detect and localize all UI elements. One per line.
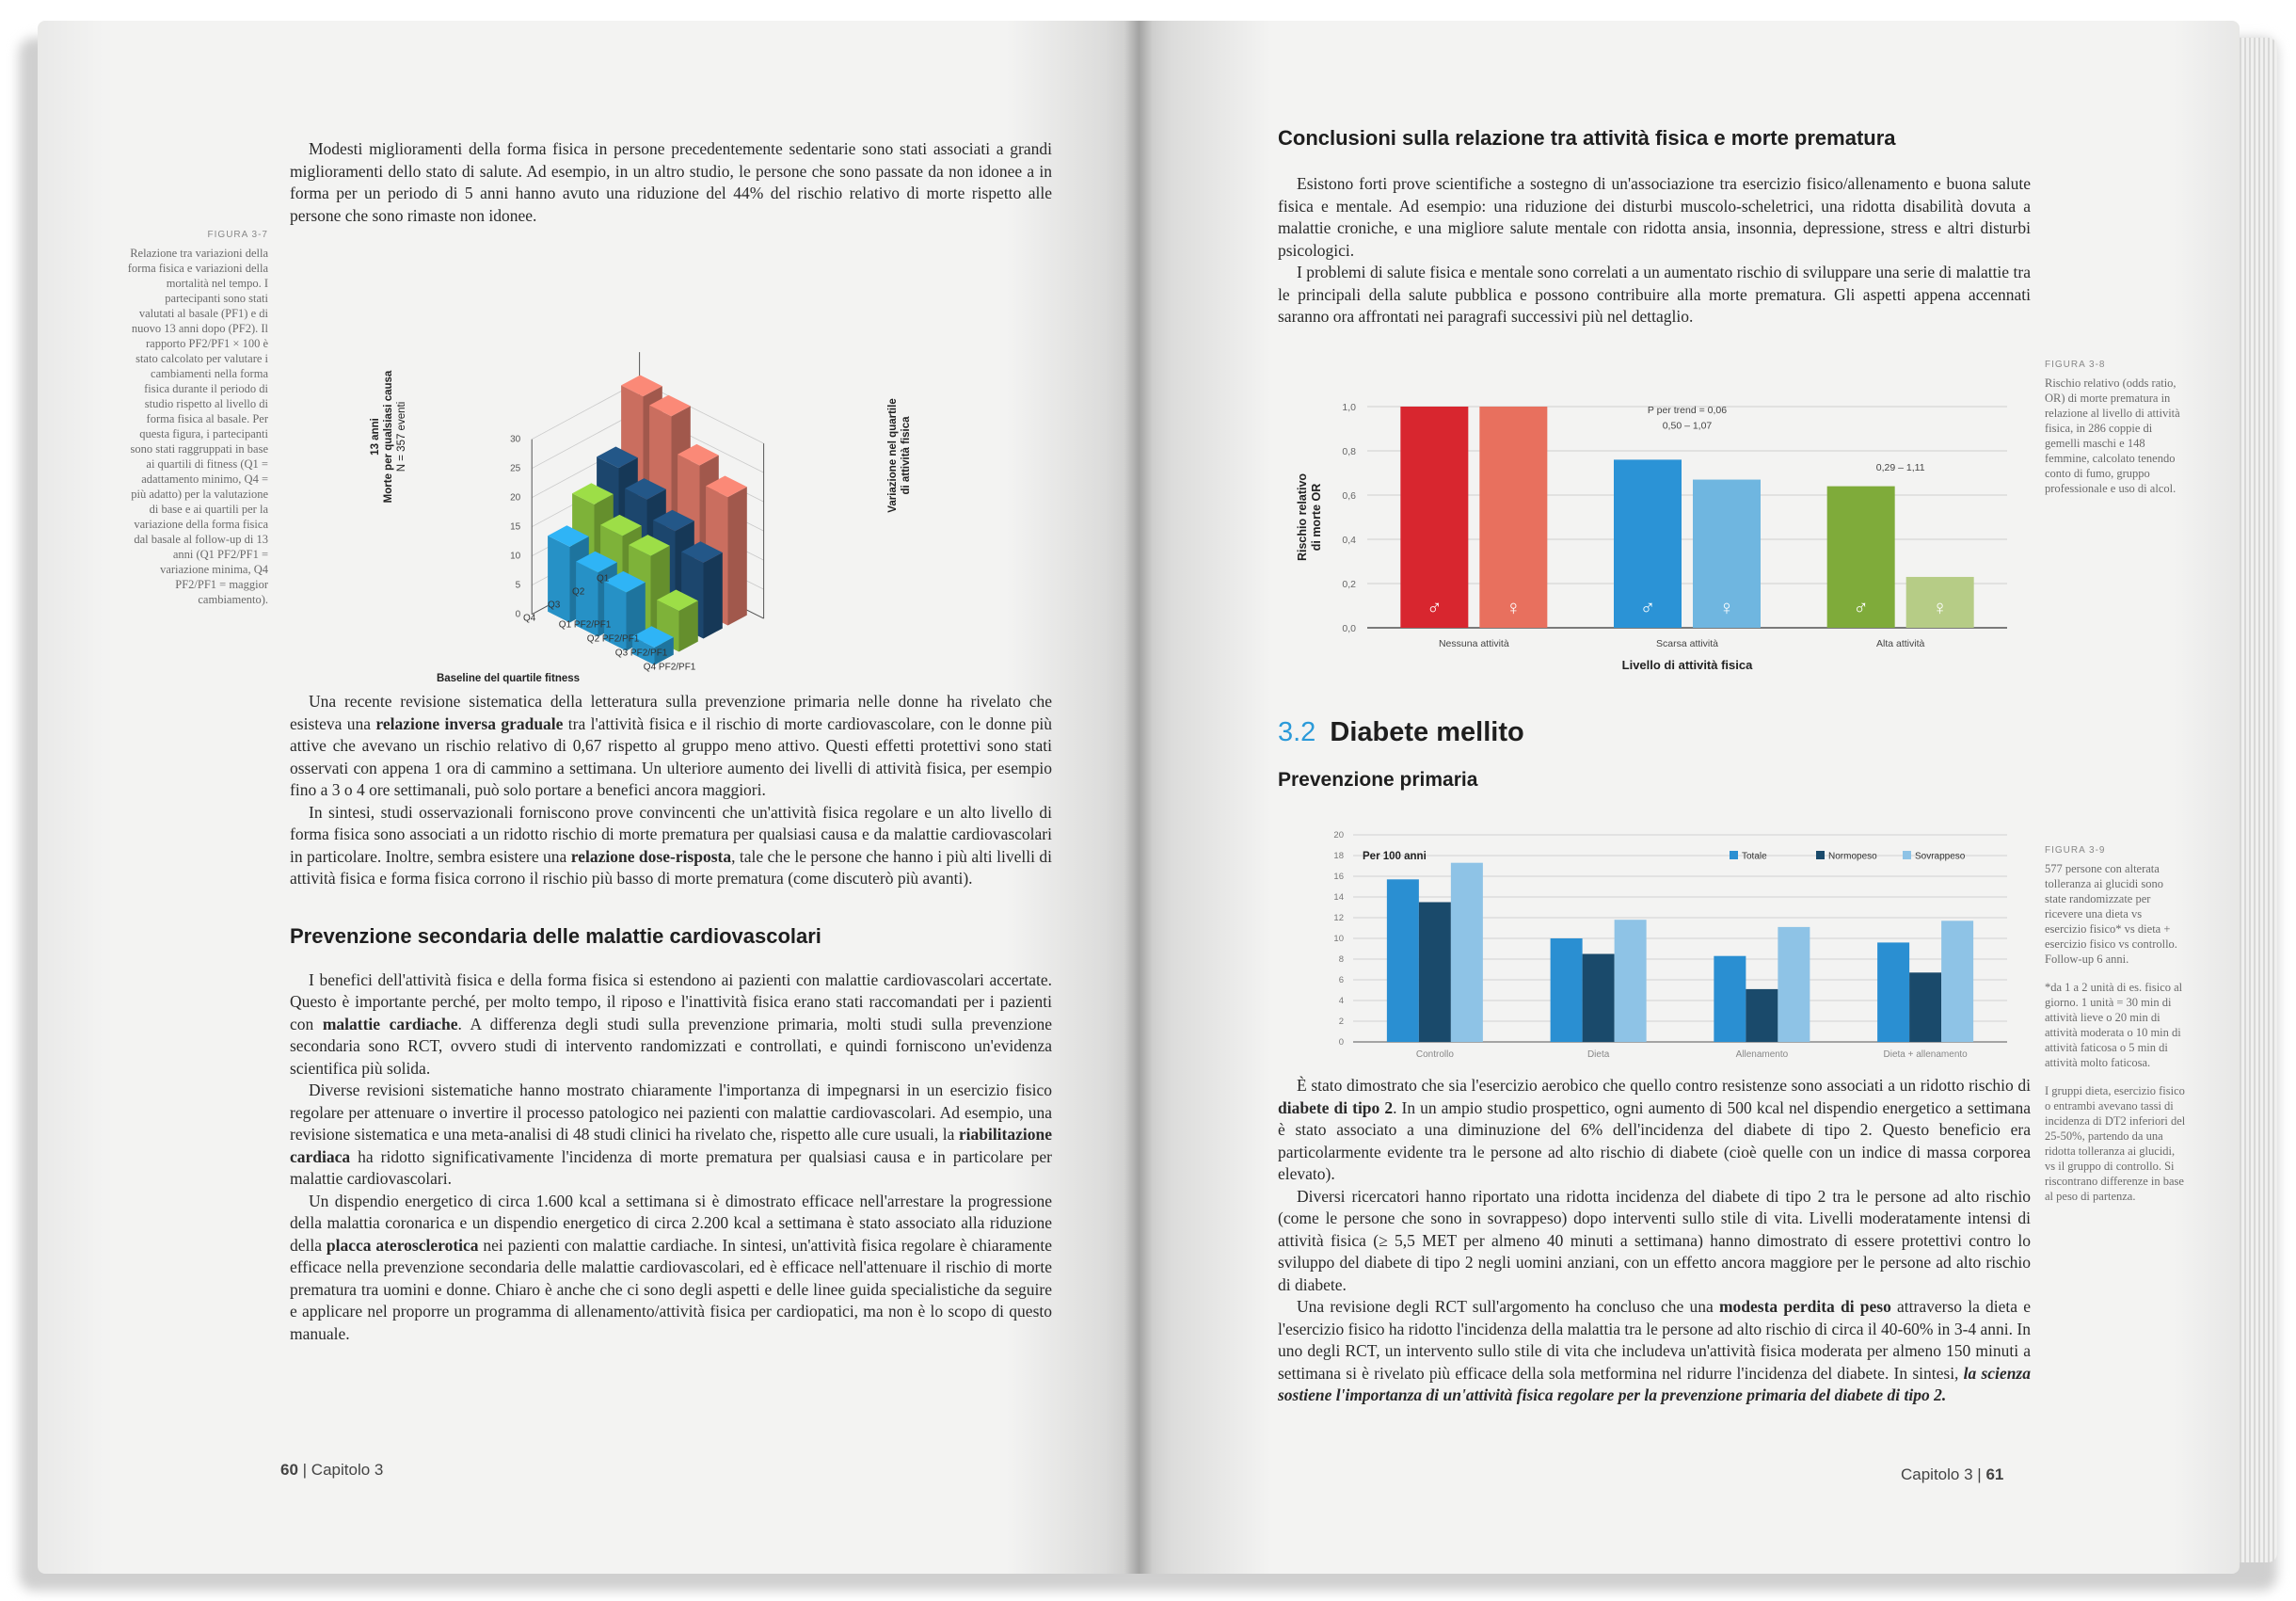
z-tick-label: 0 [515,609,521,620]
change-quartile-label: Q4 PF2/PF1 [643,662,696,673]
y-tick-label: 14 [1333,892,1344,903]
male-icon: ♂ [1853,596,1869,619]
bar [1778,927,1810,1042]
fig39-caption: 577 persone con alterata tolleranza ai glucidi sono state randomizzate per ricevere una dieta vs esercizio fisico* vs dieta + esercizio fisico vs controllo. Follow-up 6 anni. [2045,862,2177,966]
y-tick-label: 0,2 [1342,579,1356,590]
female-icon: ♀ [1718,596,1735,619]
heading-conclusions: Conclusioni sulla relazione tra attività fisica e morte prematura [1278,126,1896,150]
y-axis-title-line: Rischio relativo [1296,472,1309,562]
y-tick-label: 12 [1333,913,1344,923]
fig38-caption-block [2045,360,2186,496]
fig38-caption: Rischio relativo (odds ratio, OR) di morte prematura in relazione al livello di attività fisica, in 286 coppie di gemelli maschi e 148 femmine, calcolato tenendo conto di fumo, gruppo professionale e uso di alcol. [2045,376,2180,495]
y-tick-label: 18 [1333,851,1344,861]
y-tick-label: 0,8 [1342,446,1356,457]
right-footer-chapter: Capitolo 3 [1901,1465,1973,1483]
z-axis-title-line: N = 357 eventi [396,401,407,472]
fig38-chart [1278,383,2031,684]
y-tick-label: 10 [1333,934,1344,944]
left-body [290,691,1052,1345]
left-page-number: 60 [280,1461,298,1479]
x-tick-label: Nessuna attività [1438,638,1509,649]
x-tick-label: Alta attività [1875,638,1925,649]
y-tick-label: 0,6 [1342,490,1356,502]
left-footer-separator: | [297,1461,311,1479]
y-axis-title-line: di morte OR [1310,483,1323,552]
annotation-ci-high: 0,29 – 1,11 [1875,462,1925,474]
bar [1451,863,1483,1042]
fig38-label: FIGURA 3-8 [2045,360,2106,370]
right-page-number: 61 [1985,1465,2004,1483]
right-para-3: È stato dimostrato che sia l'esercizio aerobico che quello contro resistenze sono associati a un ridotto rischio di diabete di tipo 2. In un ampio studio prospettico, ogni aumento di 500 kcal nel dispendio energetico a settimana è stato associato a una diminuzione del 6% dell'incidenza del diabete di tipo 2. Questo beneficio era particolarmente evidente tra le persone ad alto rischio di diabete (cioè quelle con un indice di massa corporea elevato). [1278,1076,2031,1183]
bar [1615,920,1647,1042]
gutter-shadow [1124,21,1153,1574]
fig39-caption-block [2045,845,2186,1204]
change-quartile-label: Q3 PF2/PF1 [614,648,668,659]
heading-secondary-prevention: Prevenzione secondaria delle malattie cardiovascolari [290,923,821,948]
para-3: In sintesi, studi osservazionali forniscono prove convincenti che un'attività fisica regolare e un alto livello di forma fisica sono associati a un ridotto rischio di morte prematura per qualsiasi causa e da malattie cardiovascolari in particolare. Inoltre, sembra esistere una relazione dose-risposta, tale che le persone che hanno i più alti livelli di attività fisica e forma fisica corrono il rischio più basso di morte prematura (come discuterò più avanti). [290,802,1052,888]
y-tick-label: 0,0 [1342,623,1356,634]
y-tick-label: 8 [1338,954,1344,965]
legend-swatch [1730,851,1738,859]
legend-label: Totale [1742,851,1767,862]
legend-swatch [1903,851,1911,859]
x-tick-label: Dieta [1586,1049,1610,1060]
right-para-4: Diversi ricercatori hanno riportato una ridotta incidenza del diabete di tipo 2 tra le persone ad alto rischio (come le persone che sono in sovrappeso) dopo interventi sullo stile di vita. Livelli moderatamente intensi di attività fisica (≥ 5,5 MET per almeno 40 minuti a settimana) hanno dimostrato di essere protettivi contro lo sviluppo del diabete di tipo 2 negli uomini anziani, con un effetto ancora maggiore per le persone ad alto rischio di diabete. [1278,1186,2031,1294]
section-heading [1278,717,1524,748]
fig39-note-1: *da 1 a 2 unità di es. fisico al giorno. 1 unità = 30 min di attività lieve o 20 min di attività moderata o 10 min di attività faticosa o 5 min di attività molto faticosa. [2045,981,2183,1069]
y-tick-label: 0 [1338,1037,1344,1048]
para-5: Diverse revisioni sistematiche hanno mostrato chiaramente l'importanza di impegnarsi in un esercizio fisico regolare per attenuare o invertire il processo patologico nei pazienti con malattie cardiovascolari. Ad esempio, una revisione sistematica e una meta-analisi di 48 studi clinici ha rivelato che, rispetto alle cure usuali, la riabilitazione cardiaca ha ridotto significativamente l'incidenza di morte prematura per qualsiasi causa e in particolare per malattie cardiovascolari. [290,1081,1052,1188]
annotation-ci-mid: 0,50 – 1,07 [1662,420,1713,432]
baseline-quartile-label: Q3 [548,600,561,611]
right-axis-title-line: Variazione nel quartile [887,398,899,513]
y-tick-label: 6 [1338,975,1344,985]
x-tick-label: Allenamento [1735,1049,1789,1060]
x-axis-title: Livello di attività fisica [1621,658,1753,672]
fig37-label: FIGURA 3-7 [207,230,268,240]
y-tick-label: 1,0 [1342,402,1356,413]
subheading-primary-prevention: Prevenzione primaria [1278,769,1478,791]
annotation-trend: P per trend = 0,06 [1647,405,1728,417]
left-footer [280,1461,383,1480]
x-axis-title: Baseline del quartile fitness [436,673,581,684]
y-axis-title [1296,473,1323,561]
right-axis-title-line: di attività fisica [901,416,912,495]
male-icon: ♂ [1427,596,1443,619]
bar [1583,954,1615,1043]
bar [1714,956,1746,1042]
bar [1400,407,1468,628]
right-top-text [1278,173,2031,328]
z-tick-label: 25 [510,463,521,474]
left-page [38,21,1139,1574]
y-tick-label: 4 [1338,996,1344,1006]
female-icon: ♀ [1932,596,1948,619]
z-tick-label: 20 [510,492,521,504]
para-6: Un dispendio energetico di circa 1.600 kcal a settimana si è dimostrato efficace nell'arrestare la progressione della malattia coronarica e un dispendio energetico di circa 2.200 kcal a settimana è stato associato alla riduzione della placca aterosclerotica nei pazienti con malattie cardiache. In sintesi, un'attività fisica regolare è chiaramente efficace nella prevenzione secondaria delle malattie cardiovascolari, ed è efficace nell'attenuare il rischio di morte prematura tra uomini e donne. Chiaro è anche che ci sono degli aspetti e delle linee guida specialistiche da seguire e applicare nel proporre un programma di allenamento/attività fisica per cardiopatici, ma non è lo scopo di questo manuale. [290,1191,1052,1343]
bar-face-right [704,552,723,639]
z-axis-title-line: Morte per qualsiasi causa [383,370,394,504]
bar [1746,989,1778,1042]
page-edges [2240,38,2277,1562]
left-footer-chapter: Capitolo 3 [311,1461,384,1479]
z-tick-label: 5 [515,580,521,591]
z-tick-label: 30 [510,434,521,445]
right-footer-separator: | [1972,1465,1986,1483]
change-quartile-label: Q2 PF2/PF1 [586,633,640,645]
male-icon: ♂ [1639,596,1656,619]
bar [1941,921,1973,1042]
legend-swatch [1816,851,1825,859]
section-number: 3.2 [1278,717,1316,747]
fig37-caption: Relazione tra variazioni della forma fisica e variazioni della mortalità nel tempo. I partecipanti sono stati valutati al basale (PF1) e di nuovo 13 anni dopo (PF2). Il rapporto PF2/PF1 × 100 è stato calcolato per valutare i cambiamenti nella forma fisica durante il periodo di studio rispetto al livello di forma fisica al basale. Per questa figura, i partecipanti sono stati raggruppati in base ai quartili di fitness (Q1 = adattamento minimo, Q4 = più adatto) per la valutazione di base e ai quartili per la variazione della forma fisica dal basale al follow-up di 13 anni (Q1 PF2/PF1 = variazione minima, Q4 PF2/PF1 = maggior cambiamento). [127,247,268,606]
fig39-note-2: I gruppi dieta, esercizio fisico o entrambi avevano tassi di incidenza di DT2 inferiori del 25-50%, partendo da una ridotta tolleranza ai glucidi, vs il gruppo di controllo. Si riscontrano differenze in base al peso di partenza. [2045,1084,2186,1203]
legend-label: Normopeso [1828,851,1877,862]
y-tick-label: 16 [1333,872,1344,882]
z-tick-label: 15 [510,521,521,533]
fig39-chart [1278,821,2031,1065]
x-tick-label: Scarsa attività [1656,638,1718,649]
baseline-quartile-label: Q4 [523,613,536,624]
para-4: I benefici dell'attività fisica e della forma fisica si estendono ai pazienti con malattie cardiovascolari accertate. Questo è importante perché, per molto tempo, il riposo e l'inattività fisica erano stati raccomandati per i pazienti con malattie cardiache. A differenza degli studi sulla prevenzione primaria, molti studi sulla prevenzione secondaria sono RCT, ovvero studi di intervento randomizzati e controllati, e quindi forniscono un'evidenza scientifica più solida. [290,969,1052,1078]
para-2: Una recente revisione sistematica della letteratura sulla prevenzione primaria nelle donne ha rivelato che esisteva una relazione inversa graduale tra l'attività fisica e il rischio di morte cardiovascolare, con le donne più attive che avevano un rischio relativo di 0,67 rispetto al gruppo meno attivo. Questi effetti protettivi sono stati osservati con appena 1 ora di cammino a settimana. Un ulteriore aumento dei livelli di attività fisica, per esempio fino a 3 o 4 ore settimanali, può solo portare a benefici ancora maggiori. [290,692,1052,799]
right-bottom-text [1278,1075,2031,1407]
legend-label: Sovrappeso [1915,851,1966,862]
right-footer [1901,1465,2003,1484]
z-axis-title [370,370,407,503]
right-para-1: Esistono forti prove scientifiche a sostegno di un'associazione tra esercizio fisico/allenamento e buona salute fisica e mentale. Ad esempio: una riduzione dei disturbi muscolo-scheletrici, una ridotta disabilità dovuta a malattie croniche, e una migliore salute mentale con ridotta ansia, insonnia, depressione, stress e altri disturbi psicologici. [1278,174,2031,260]
right-para-2: I problemi di salute fisica e mentale sono correlati a un aumentato rischio di sviluppare una serie di malattie tra le principali della salute pubblica e possono contribuire alla morte prematura. Gli aspetti appena accennati saranno ora affrontati nei paragrafi successivi più nel dettaglio. [1278,263,2031,326]
bar [1387,879,1419,1042]
z-tick-label: 10 [510,551,521,562]
baseline-quartile-label: Q2 [572,586,585,598]
bar [1877,942,1909,1042]
fig37-chart [358,258,922,700]
bar [1419,903,1451,1043]
x-tick-label: Controllo [1415,1049,1454,1060]
female-icon: ♀ [1506,596,1522,619]
para-intro: Modesti miglioramenti della forma fisica in persone precedentemente sedentarie sono stati associati a grandi miglioramenti dello stato di salute. Ad esempio, in un altro studio, le persone che sono passate da non idonee a in forma per un periodo di 5 anni hanno avuto una riduzione del 44% del rischio relativo di morte rispetto alle persone che sono rimaste non idonee. [290,139,1052,225]
y-tick-label: 0,4 [1342,535,1356,546]
change-quartile-label: Q1 PF2/PF1 [558,619,612,631]
right-page [1139,21,2240,1574]
bar [1479,407,1547,628]
bar-face-right [728,487,747,625]
y-tick-label: 20 [1333,830,1344,841]
bar [1909,972,1941,1042]
right-axis-title [887,398,912,512]
z-axis-title-line: 13 anni [370,418,381,456]
section-title: Diabete mellito [1330,717,1524,747]
right-para-5: Una revisione degli RCT sull'argomento ha concluso che una modesta perdita di peso attraverso la dieta e l'esercizio fisico ha ridotto l'incidenza della malattia tra le persone ad alto rischio di circa il 40-60% in 3-4 anni. In uno degli RCT, un intervento sullo stile di vita che includeva un'attività fisica moderata per almeno 150 minuti a settimana si è rivelato più efficace della sola metformina nel ridurre l'incidenza del diabete. In sintesi, la scienza sostiene l'importanza di un'attività fisica regolare per la prevenzione primaria del diabete di tipo 2. [1278,1297,2031,1404]
y-tick-label: 2 [1338,1017,1344,1027]
fig37-caption-block [127,230,268,607]
baseline-quartile-label: Q1 [597,573,610,584]
bar [1551,938,1583,1042]
chart-title: Per 100 anni [1363,851,1427,862]
x-tick-label: Dieta + allenamento [1883,1049,1968,1060]
fig39-label: FIGURA 3-9 [2045,845,2106,856]
